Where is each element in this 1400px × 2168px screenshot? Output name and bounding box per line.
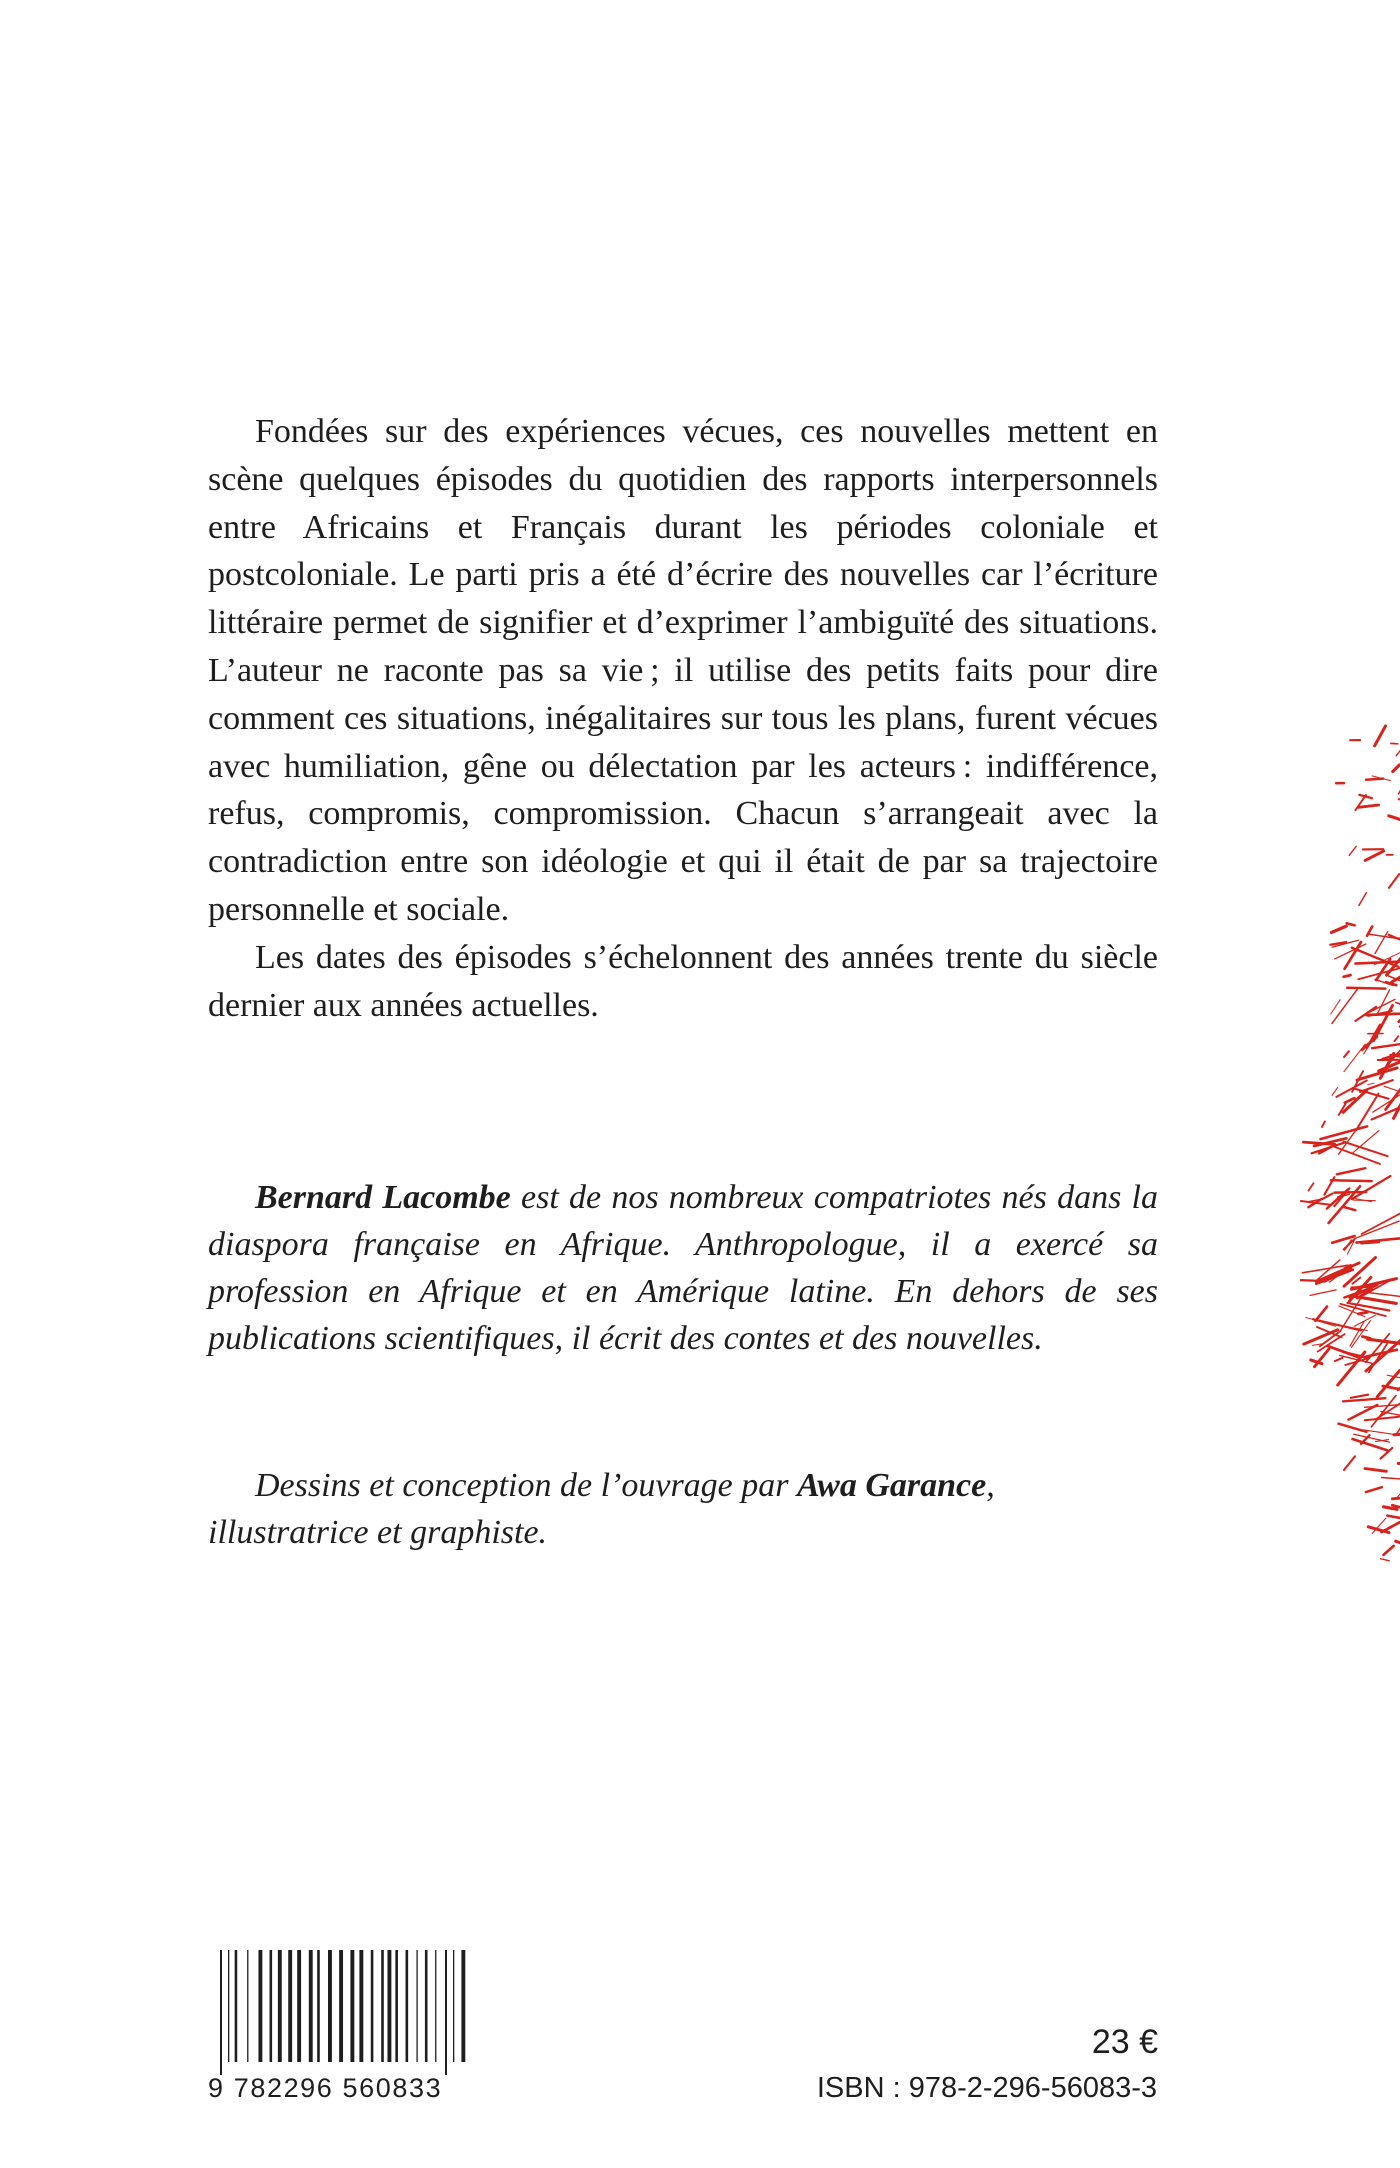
ink-stroke: [1321, 1126, 1368, 1139]
ink-stroke: [1344, 1051, 1349, 1057]
barcode-bar: [297, 1950, 301, 2062]
ink-stroke: [1377, 1371, 1399, 1397]
ink-stroke: [1371, 1396, 1396, 1427]
barcode-bar: [371, 1950, 374, 2062]
ink-stroke: [1375, 726, 1386, 746]
ink-stroke: [1332, 1087, 1338, 1095]
ink-stroke: [1396, 748, 1400, 755]
barcode-bar: [445, 1950, 447, 2075]
isbn-label: ISBN : 978-2-296-56083-3: [816, 2072, 1157, 2104]
barcode-bar: [387, 1950, 391, 2062]
ink-stroke: [1331, 1180, 1372, 1181]
barcode-bar: [328, 1950, 332, 2062]
ink-stroke: [1324, 1177, 1334, 1195]
barcode-digits: 9 782296 560833: [208, 2073, 443, 2103]
barcode-bar: [381, 1950, 384, 2062]
ink-stroke: [1343, 1398, 1385, 1401]
ink-stroke: [1309, 1183, 1314, 1190]
barcode-bar: [288, 1950, 292, 2062]
barcode-bar: [339, 1950, 343, 2062]
ink-stroke: [1349, 846, 1356, 855]
barcode-bar: [270, 1950, 273, 2062]
ink-stroke: [1365, 851, 1384, 860]
illustration-credits: [208, 1462, 1158, 1556]
ink-stroke: [1381, 1559, 1390, 1561]
ink-stroke: [1331, 926, 1346, 932]
ink-stroke: [1384, 1546, 1394, 1555]
ink-stroke: [1389, 816, 1400, 821]
ink-stroke: [1344, 975, 1351, 977]
ink-stroke: [1310, 1290, 1336, 1296]
credits-suffix: , illustratrice et graphiste.: [208, 1467, 995, 1551]
illustrator-name: Awa Garance: [797, 1467, 987, 1504]
ink-stroke: [1368, 1083, 1374, 1085]
ink-stroke: [1349, 1405, 1378, 1420]
barcode-bar: [359, 1950, 363, 2062]
ink-stroke: [1344, 1456, 1355, 1470]
ink-stroke: [1352, 1131, 1379, 1154]
barcode-bar: [228, 1950, 229, 2062]
barcode-bar: [278, 1950, 282, 2062]
barcode-bar: [395, 1950, 398, 2062]
price-label: 23 €: [1091, 2023, 1158, 2061]
barcode-bar: [309, 1950, 313, 2062]
ink-stroke: [1358, 1312, 1367, 1314]
ink-stroke: [1339, 1424, 1367, 1432]
ink-stroke: [1306, 1317, 1336, 1326]
ink-stroke: [1331, 1000, 1341, 1014]
ink-stroke: [1344, 1142, 1388, 1157]
ink-stroke: [1316, 1307, 1328, 1321]
ink-stroke: [1351, 1321, 1370, 1348]
ink-stroke: [1354, 1221, 1399, 1239]
ink-stroke: [1344, 1207, 1355, 1210]
ink-stroke: [1334, 1188, 1349, 1206]
barcode-bar: [425, 1950, 428, 2062]
ink-stroke: [1396, 1003, 1400, 1018]
ink-stroke: [1382, 1478, 1400, 1480]
ink-stroke: [1372, 1044, 1400, 1049]
ink-stroke: [1366, 779, 1383, 780]
barcode-bar: [416, 1950, 417, 2062]
barcode-bar: [435, 1950, 436, 2062]
ink-stroke: [1377, 990, 1389, 1014]
ink-stroke: [1366, 1487, 1382, 1492]
ink-stroke: [1393, 765, 1400, 772]
ink-stroke: [1300, 1280, 1319, 1281]
ink-stroke: [1355, 962, 1400, 964]
ink-stroke: [1351, 1395, 1368, 1398]
author-bio-text: est de nos nombreux compatriotes nés dans la diaspora française en Afrique. Anthropologue, il a exercé sa profession en Afrique et en Amérique latine. En dehors de ses publications scientifiques, il écrit des contes et des nouvelles.: [208, 1179, 1158, 1357]
ink-stroke: [1359, 893, 1367, 906]
barcode-bar: [406, 1950, 409, 2062]
barcode-bar: [317, 1950, 320, 2062]
ink-stroke: [1359, 805, 1379, 807]
credits-prefix: Dessins et conception de l’ouvrage par: [255, 1467, 797, 1504]
ink-stroke: [1392, 1497, 1400, 1498]
ink-stroke: [1347, 923, 1355, 925]
ink-stroke: [1347, 988, 1385, 989]
barcode-bar: [220, 1950, 222, 2075]
barcode-bar: [235, 1950, 238, 2062]
ink-stroke: [1360, 795, 1372, 798]
ink-stroke: [1357, 1068, 1397, 1080]
barcode-bar: [258, 1950, 262, 2062]
barcode-bar: [453, 1950, 454, 2062]
ink-stroke: [1338, 1352, 1365, 1385]
ink-stroke: [1337, 1168, 1366, 1174]
ink-stroke: [1395, 1036, 1399, 1041]
red-ink-drawing: [1300, 720, 1400, 1580]
ink-stroke: [1389, 874, 1399, 888]
barcode-bar: [461, 1950, 465, 2062]
blurb-paragraph: Les dates des épisodes s’échelonnent des années trente du siècle dernier aux années actuelles.: [208, 938, 1158, 1024]
ink-stroke: [1335, 1358, 1343, 1361]
barcode-bar: [350, 1950, 354, 2062]
ink-stroke: [1365, 1469, 1386, 1472]
author-name: Bernard Lacombe: [255, 1179, 511, 1216]
back-cover-blurb: [208, 408, 1158, 1029]
ink-stroke: [1387, 1516, 1400, 1520]
ink-stroke: [1322, 1122, 1325, 1128]
author-bio: [208, 1174, 1158, 1362]
ink-stroke: [1382, 1522, 1400, 1532]
ink-stroke: [1396, 1541, 1400, 1545]
ink-stroke: [1345, 942, 1361, 969]
blurb-paragraph: Fondées sur des expériences vécues, ces nouvelles mettent en scène quelques épisodes du quotidien des rapports interpersonnels entre Africains et Français durant les périodes coloniale et postcoloniale. Le parti pris a été d’écrire des nouvelles car l’écriture littéraire permet de signifier et d’exprimer l’ambiguïté des situations. L’auteur ne raconte pas sa vie ; il utilise des petits faits pour dire comment ces situations, inégalitaires sur tous les plans, furent vécues avec humiliation, gêne ou délectation par les acteurs : indifférence, refus, compromis, compromission. Chacun s’arrangeait avec la contradiction entre son idéologie et qui il était de par sa trajectoire personnelle et sociale.: [208, 413, 1158, 928]
barcode-bar: [247, 1950, 248, 2062]
